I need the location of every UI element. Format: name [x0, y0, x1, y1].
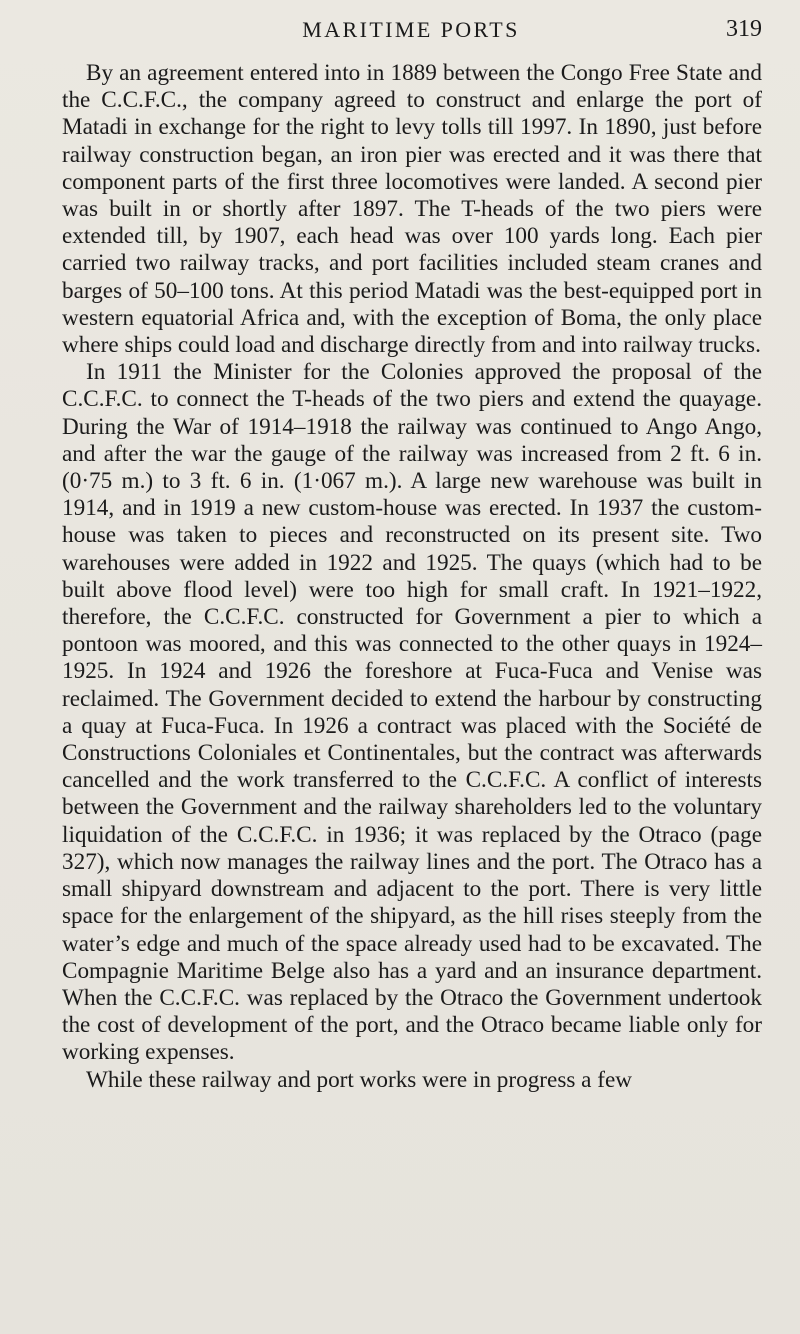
paragraph: In 1911 the Minister for the Colonies approved the proposal of the C.C.F.C. to connect the T-heads of the two piers and extend the quayage. During the War of 1914–1918 the railway was continued to Ango Ango, and after the war the gauge of the railway was increased from 2 ft. 6 in. (0·75 m.) to 3 ft. 6 in. (1·067 m.). A large new warehouse was built in 1914, and in 1919 a new custom-house was erected. In 1937 the custom-house was taken to pieces and reconstructed on its present site. Two warehouses were added in 1922 and 1925. The quays (which had to be built above flood level) were too high for small craft. In 1921–1922, therefore, the C.C.F.C. constructed for Government a pier to which a pontoon was moored, and this was connected to the other quays in 1924–1925. In 1924 and 1926 the foreshore at Fuca-Fuca and Venise was reclaimed. The Government decided to extend the harbour by constructing a quay at Fuca-Fuca. In 1926 a contract was placed with the Société de Constructions Coloniales et Continentales, but the contract was afterwards cancelled and the work transferred to the C.C.F.C. A conflict of interests between the Government and the railway shareholders led to the voluntary liquidation of the C.C.F.C. in 1936; it was replaced by the Otraco (page 327), which now manages the railway lines and the port. The Otraco has a small shipyard downstream and adjacent to the port. There is very little space for the enlargement of the shipyard, as the hill rises steeply from the water’s edge and much of the space already used had to be excavated. The Compagnie Maritime Belge also has a yard and an insurance department. When the C.C.F.C. was replaced by the Otraco the Government undertook the cost of development of the port, and the Otraco became liable only for working expenses.: [62, 359, 762, 1066]
page-header: [60, 14, 762, 50]
body-text: [62, 60, 762, 1094]
paragraph: By an agreement entered into in 1889 between the Congo Free State and the C.C.F.C., the company agreed to construct and enlarge the port of Matadi in exchange for the right to levy tolls till 1997. In 1890, just before railway construction began, an iron pier was erected and it was there that component parts of the first three locomotives were landed. A second pier was built in or shortly after 1897. The T-heads of the two piers were extended till, by 1907, each head was over 100 yards long. Each pier carried two railway tracks, and port facilities included steam cranes and barges of 50–100 tons. At this period Matadi was the best-equipped port in western equatorial Africa and, with the exception of Boma, the only place where ships could load and discharge directly from and into railway trucks.: [62, 60, 762, 359]
page-number: 319: [726, 16, 762, 42]
paragraph: While these railway and port works were in progress a few: [86, 1066, 633, 1093]
running-title: MARITIME PORTS: [302, 17, 520, 42]
